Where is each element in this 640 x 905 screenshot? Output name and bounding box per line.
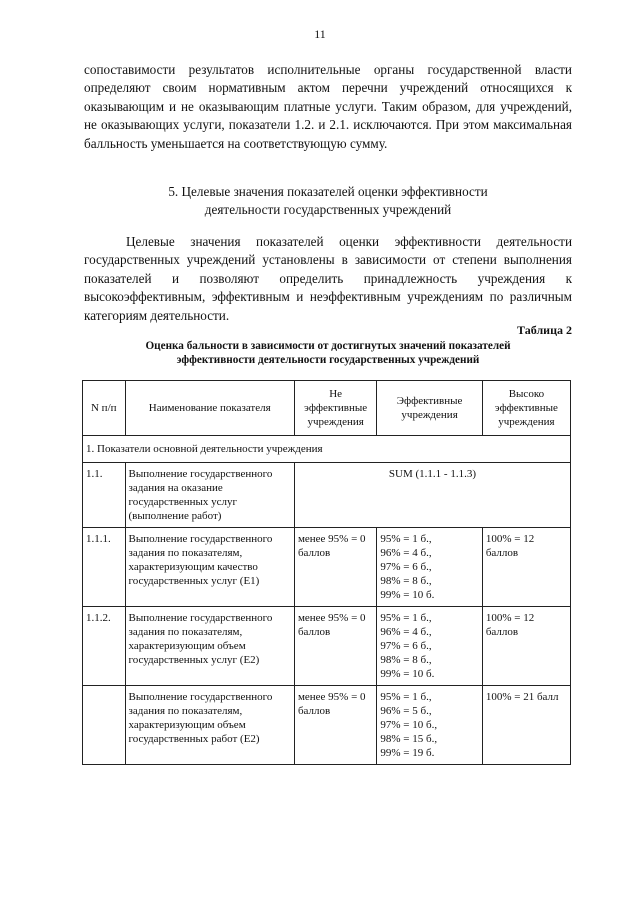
row-high: 100% = 12 баллов: [482, 607, 570, 686]
page-number: 11: [314, 27, 326, 41]
row-num: 1.1.2.: [83, 607, 126, 686]
score-line: 97% = 10 б.,: [380, 719, 438, 731]
score-line: 98% = 8 б.,: [380, 654, 432, 666]
row-name: Выполнение государственного задания по показателям, характеризующим качество государственных услуг (Е1): [125, 528, 294, 607]
body-paragraph: Целевые значения показателей оценки эффективности деятельности государственных учреждений установлены в зависимости от степени выполнения показателей и позволяют определить принадлежность учреждения к высокоэффективным, эффективным и неэффективным учреждениям по различным категориям деятельности.: [84, 234, 572, 323]
score-line: 97% = 6 б.,: [380, 561, 432, 573]
score-line: 95% = 1 б.,: [380, 612, 432, 624]
row-high: 100% = 12 баллов: [482, 528, 570, 607]
row-sum: SUM (1.1.1 - 1.1.3): [294, 463, 570, 528]
score-line: 96% = 4 б.,: [380, 547, 432, 559]
row-name: Выполнение государственного задания по показателям, характеризующим объем государственных услуг (Е2): [125, 607, 294, 686]
row-num: 1.1.: [83, 463, 126, 528]
row-not-effective: менее 95% = 0 баллов: [294, 528, 376, 607]
row-effective: [377, 528, 482, 607]
table-header-row: [83, 381, 571, 436]
row-not-effective: менее 95% = 0 баллов: [294, 686, 376, 765]
score-line: 96% = 4 б.,: [380, 626, 432, 638]
table-row: [83, 607, 571, 686]
row-name: Выполнение государственного задания на оказание государственных услуг (выполнение работ): [125, 463, 294, 528]
table-row: [83, 528, 571, 607]
score-line: 97% = 6 б.,: [380, 640, 432, 652]
row-not-effective: менее 95% = 0 баллов: [294, 607, 376, 686]
row-num: 1.1.1.: [83, 528, 126, 607]
header-name: Наименование показателя: [125, 381, 294, 436]
header-not-effective: Не эффективные учреждения: [294, 381, 376, 436]
section-heading-line1: 5. Целевые значения показателей оценки эффективности: [168, 184, 488, 199]
score-line: 96% = 5 б.,: [380, 705, 432, 717]
header-effective: Эффективные учреждения: [377, 381, 482, 436]
row-num: [83, 686, 126, 765]
section-heading: [84, 183, 572, 220]
section-heading-line2: деятельности государственных учреждений: [204, 202, 452, 218]
header-high: Высоко эффективные учреждения: [482, 381, 570, 436]
intro-paragraph: сопоставимости результатов исполнительные органы государственной власти определяют своим нормативным актом перечни учреждений относящихся к оказывающим и не оказывающим платные услуги. Таким образом, для учреждений, не оказывающих услуги, показатели 1.2. и 2.1. исключаются. При этом максимальная балльность уменьшается на соответствующую сумму.: [84, 62, 572, 151]
table-caption-line2: эффективности деятельности государственных учреждений: [176, 354, 480, 366]
metrics-table: [82, 380, 571, 765]
header-num: N п/п: [83, 381, 126, 436]
table-caption-line1: Оценка бальности в зависимости от достигнутых значений показателей: [145, 340, 511, 352]
table-row: [83, 463, 571, 528]
score-line: 95% = 1 б.,: [380, 691, 432, 703]
score-line: 95% = 1 б.,: [380, 533, 432, 545]
row-effective: [377, 607, 482, 686]
row-high: 100% = 21 балл: [482, 686, 570, 765]
table-caption: [84, 339, 572, 367]
score-line: 99% = 10 б.: [380, 668, 435, 680]
table-group-row: [83, 436, 571, 463]
group-title: 1. Показатели основной деятельности учреждения: [83, 436, 571, 463]
score-line: 98% = 15 б.,: [380, 733, 438, 745]
row-name: Выполнение государственного задания по показателям, характеризующим объем государственных работ (Е2): [125, 686, 294, 765]
score-line: 99% = 10 б.: [380, 589, 435, 601]
row-effective: [377, 686, 482, 765]
table-row: [83, 686, 571, 765]
table-label: Таблица 2: [517, 323, 572, 337]
score-line: 98% = 8 б.,: [380, 575, 432, 587]
score-line: 99% = 19 б.: [380, 747, 435, 759]
